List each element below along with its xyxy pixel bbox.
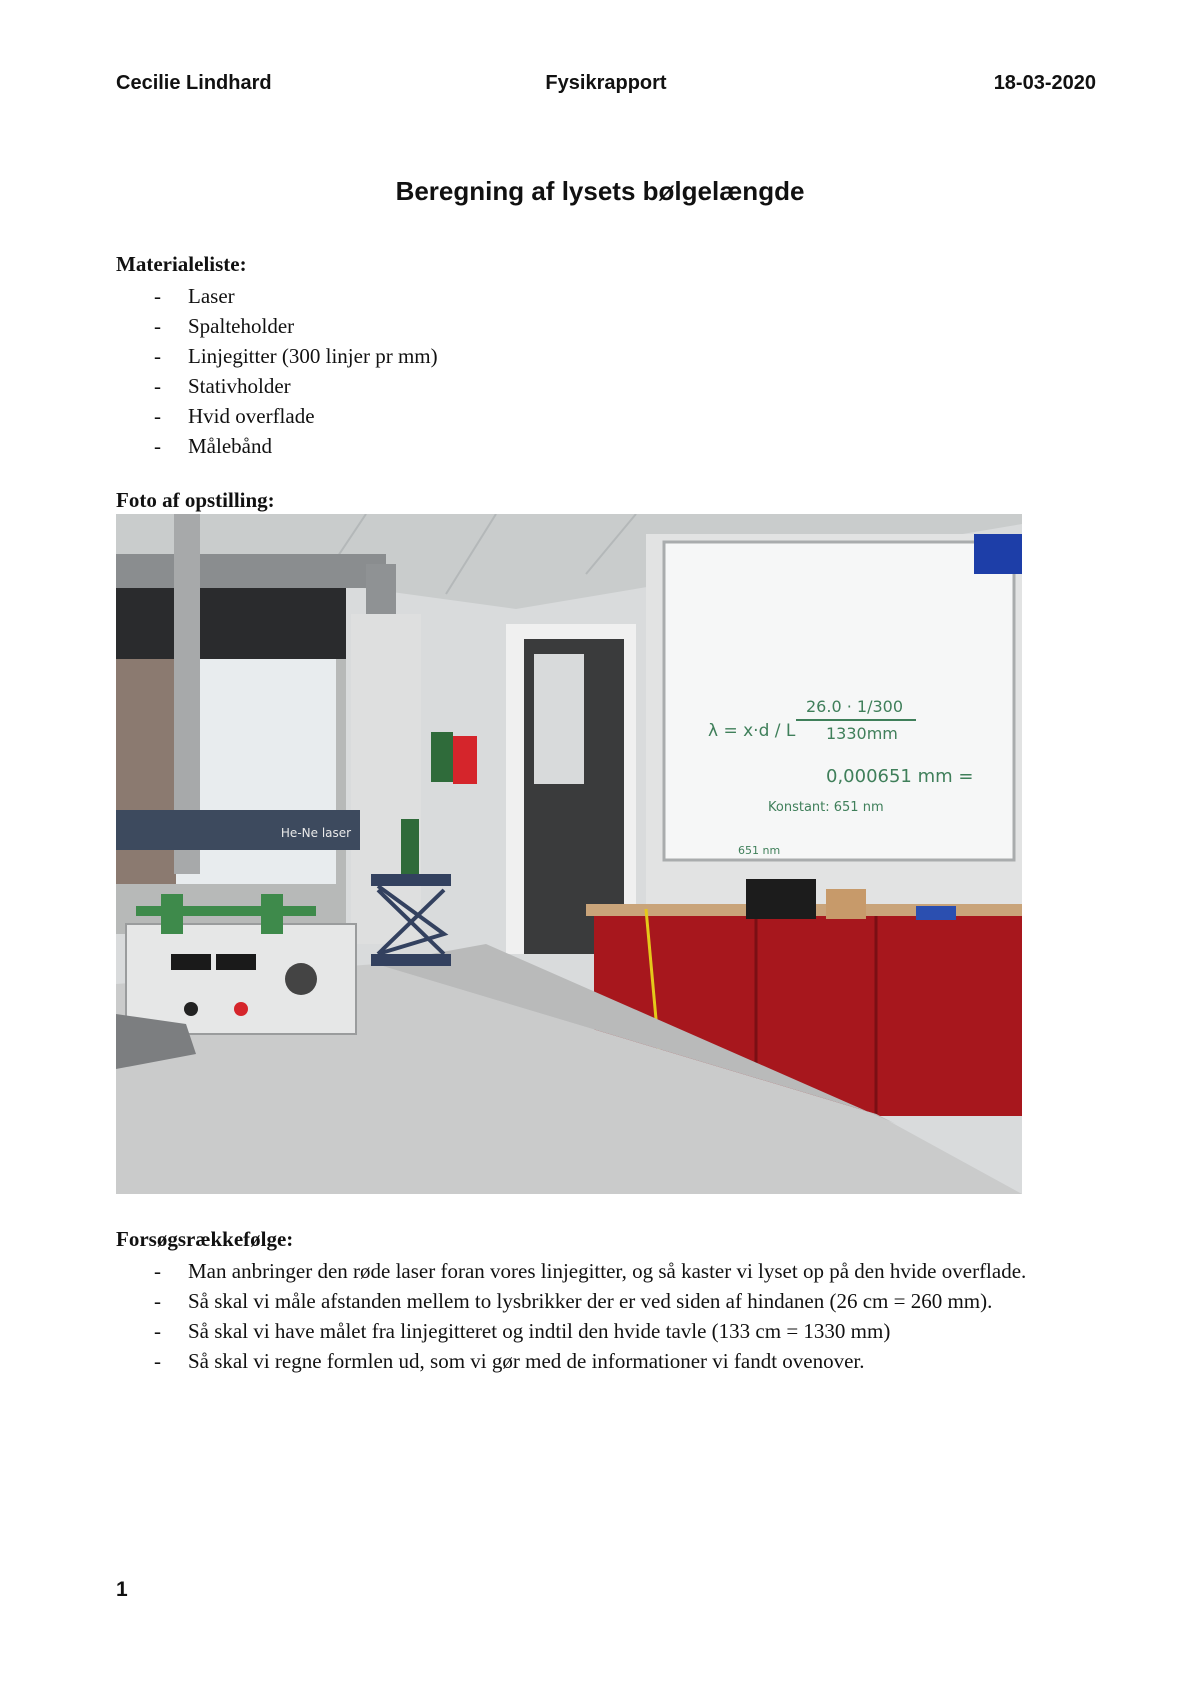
- svg-text:26.0 · 1/300: 26.0 · 1/300: [806, 697, 903, 716]
- list-item: - Linjegitter (300 linjer pr mm): [116, 341, 1076, 371]
- document-title: Beregning af lysets bølgelængde: [395, 176, 805, 206]
- page-header: [116, 72, 1096, 102]
- laser-label: He-Ne laser: [280, 826, 352, 840]
- list-item: - Man anbringer den røde laser foran vores linjegitter, og så kaster vi lyset op på den hvide overflade.: [116, 1256, 1076, 1286]
- setup-photo: [116, 514, 1022, 1194]
- header-author: Cecilie Lindhard: [116, 72, 272, 94]
- svg-text:λ = x·d / L: λ = x·d / L: [708, 721, 796, 741]
- materials-heading: Materialeliste:: [116, 252, 247, 276]
- photo-heading: Foto af opstilling:: [116, 488, 275, 512]
- board-small-text: 651 nm: [738, 844, 781, 857]
- list-item: - Spalteholder: [116, 311, 1076, 341]
- svg-text:1330mm: 1330mm: [826, 724, 898, 743]
- list-item: - Laser: [116, 281, 1076, 311]
- board-note-text: Konstant: 651 nm: [768, 800, 884, 815]
- list-item: - Hvid overflade: [116, 401, 1076, 431]
- materials-list: [116, 281, 1076, 461]
- procedure-heading: Forsøgsrækkefølge:: [116, 1227, 294, 1251]
- board-result-text: 0,000651 mm =: [826, 766, 974, 787]
- list-item: - Målebånd: [116, 431, 1076, 461]
- list-item: - Så skal vi regne formlen ud, som vi gør med de informationer vi fandt ovenover.: [116, 1346, 1076, 1376]
- header-date: 18-03-2020: [993, 72, 1096, 94]
- page-number: 1: [116, 1578, 128, 1601]
- list-item: - Stativholder: [116, 371, 1076, 401]
- procedure-list: [116, 1256, 1076, 1376]
- header-subject: Fysikrapport: [545, 72, 667, 94]
- list-item: - Så skal vi måle afstanden mellem to lysbrikker der er ved siden af hindanen (26 cm = 260 mm).: [116, 1286, 1076, 1316]
- list-item: - Så skal vi have målet fra linjegitteret og indtil den hvide tavle (133 cm = 1330 mm): [116, 1316, 1076, 1346]
